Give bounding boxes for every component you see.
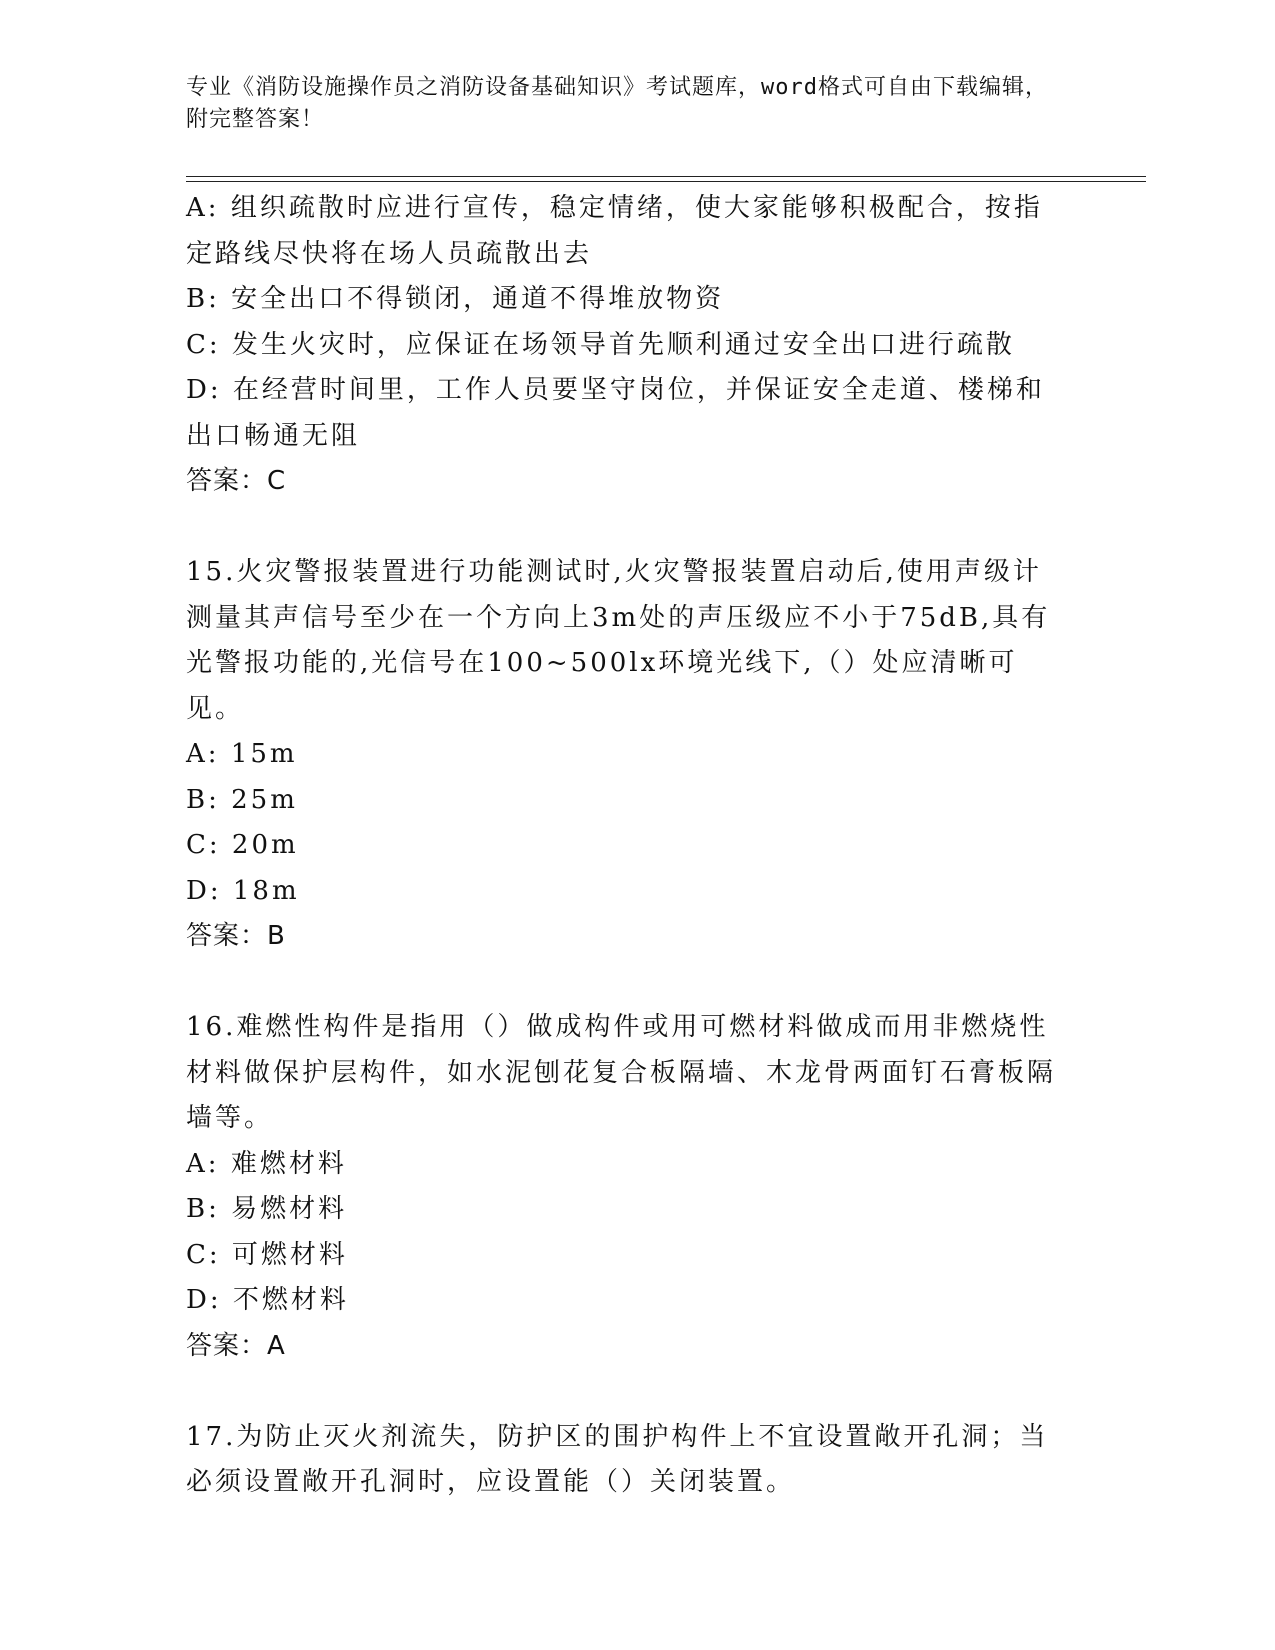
spacer bbox=[186, 960, 1066, 1006]
spacer bbox=[186, 505, 1066, 551]
question-15 bbox=[186, 550, 1066, 960]
option-text: 组织疏散时应进行宣传，稳定情绪，使大家能够积极配合，按指定路线尽快将在场人员疏散出去 bbox=[186, 193, 1043, 269]
option-b bbox=[186, 778, 1066, 824]
option-d bbox=[186, 368, 1066, 459]
answer: 答案：C bbox=[186, 466, 287, 496]
option-text: 不燃材料 bbox=[232, 1285, 349, 1315]
option-label: D: bbox=[186, 875, 222, 906]
option-b bbox=[186, 1187, 1066, 1233]
option-text: 20m bbox=[231, 830, 299, 860]
option-c bbox=[186, 823, 1066, 869]
option-text: 安全出口不得锁闭，通道不得堆放物资 bbox=[231, 284, 725, 314]
option-text: 在经营时间里，工作人员要坚守岗位，并保证安全走道、楼梯和出口畅通无阻 bbox=[186, 375, 1045, 451]
option-label: D: bbox=[186, 375, 222, 405]
option-a bbox=[186, 732, 1066, 778]
option-a bbox=[186, 1142, 1066, 1188]
spacer bbox=[186, 1369, 1066, 1415]
question-14 bbox=[186, 186, 1066, 505]
option-label: D: bbox=[186, 1285, 222, 1315]
option-label: B: bbox=[186, 784, 220, 815]
option-text: 易燃材料 bbox=[231, 1194, 348, 1224]
answer: 答案：A bbox=[186, 1330, 286, 1361]
option-text: 15m bbox=[230, 739, 298, 769]
option-text: 18m bbox=[232, 875, 300, 906]
option-a bbox=[186, 186, 1066, 277]
option-text: 可燃材料 bbox=[231, 1239, 348, 1270]
option-text: 难燃材料 bbox=[230, 1148, 347, 1179]
option-text: 25m bbox=[231, 784, 298, 815]
document-header: 专业《消防设施操作员之消防设备基础知识》考试题库，word格式可自由下载编辑，附完整答案！ bbox=[186, 75, 1048, 132]
option-c bbox=[186, 1233, 1066, 1279]
question-16 bbox=[186, 1005, 1066, 1369]
option-label: C: bbox=[186, 830, 221, 860]
option-label: C: bbox=[186, 329, 221, 360]
option-d bbox=[186, 869, 1066, 915]
answer: 答案：B bbox=[186, 921, 286, 951]
option-label: B: bbox=[186, 284, 220, 314]
option-b bbox=[186, 277, 1066, 323]
option-text: 发生火灾时，应保证在场领导首先顺利通过安全出口进行疏散 bbox=[231, 329, 1015, 360]
option-d bbox=[186, 1278, 1066, 1324]
question-text: 15.火灾警报装置进行功能测试时,火灾警报装置启动后,使用声级计测量其声信号至少在一个方向上3m处的声压级应不小于75dB,具有光警报功能的,光信号在100~500lx环境光线下,（）处应清晰可见。 bbox=[186, 557, 1051, 724]
header-divider-bottom bbox=[186, 181, 1146, 182]
option-c bbox=[186, 323, 1066, 369]
question-17 bbox=[186, 1415, 1066, 1506]
question-text: 16.难燃性构件是指用（）做成构件或用可燃材料做成而用非燃烧性材料做保护层构件，如水泥刨花复合板隔墙、木龙骨两面钉石膏板隔墙等。 bbox=[186, 1012, 1057, 1133]
header-divider-top bbox=[186, 176, 1146, 177]
option-label: B: bbox=[186, 1194, 220, 1224]
question-text: 17.为防止灭火剂流失，防护区的围护构件上不宜设置敞开孔洞；当必须设置敞开孔洞时，应设置能（）关闭装置。 bbox=[186, 1421, 1049, 1497]
option-label: A: bbox=[186, 193, 220, 223]
option-label: A: bbox=[186, 739, 220, 769]
option-label: C: bbox=[186, 1239, 221, 1270]
question-list bbox=[186, 186, 1066, 1506]
option-label: A: bbox=[186, 1148, 220, 1179]
